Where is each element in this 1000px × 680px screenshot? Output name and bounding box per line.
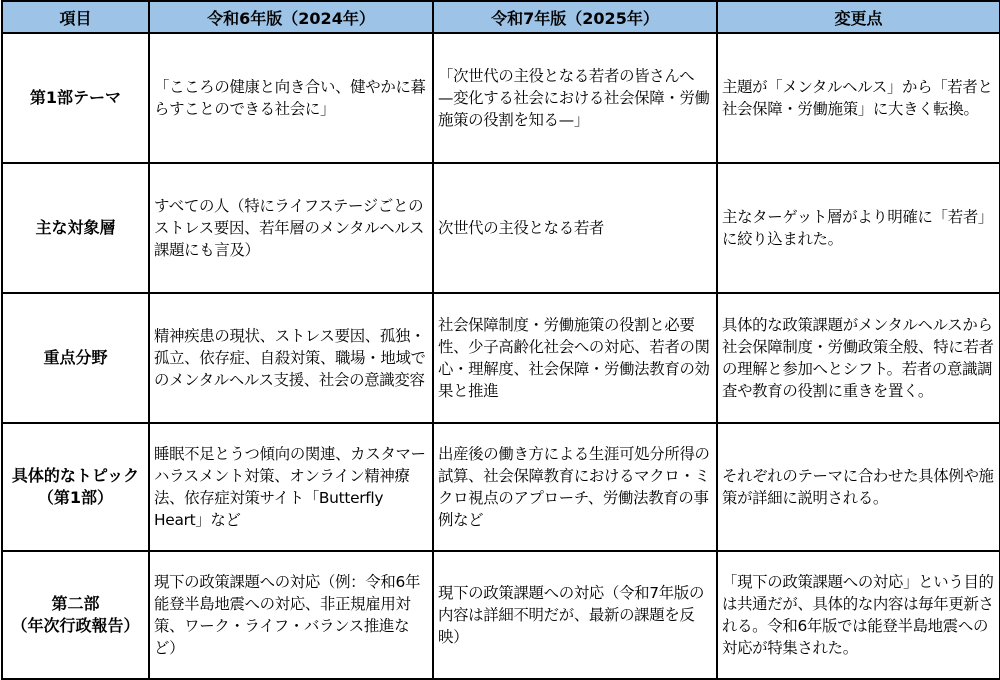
header-changes: 変更点 (717, 1, 1000, 33)
cell-2025: 社会保障制度・労働施策の役割と必要性、少子高齢化社会への対応、若者の関心・理解度、社会保障・労働法教育の効果と推進 (433, 293, 717, 423)
comparison-table (1, 0, 1000, 680)
cell-2025: 次世代の主役となる若者 (433, 163, 717, 293)
row-label: 重点分野 (2, 293, 149, 423)
header-item: 項目 (2, 1, 149, 33)
cell-2024: 現下の政策課題への対応（例：令和6年能登半島地震への対応、非正規雇用対策、ワーク・ライフ・バランス推進など） (149, 551, 433, 679)
table-row (2, 163, 1000, 293)
cell-2025: 現下の政策課題への対応（令和7年版の内容は詳細不明だが、最新の課題を反映） (433, 551, 717, 679)
header-2025: 令和7年版（2025年） (433, 1, 717, 33)
row-label: 主な対象層 (2, 163, 149, 293)
row-label: 具体的なトピック （第1部） (2, 423, 149, 551)
table-row (2, 423, 1000, 551)
table-row (2, 293, 1000, 423)
cell-2024: すべての人（特にライフステージごとのストレス要因、若年層のメンタルヘルス課題にも言及） (149, 163, 433, 293)
header-2024: 令和6年版（2024年） (149, 1, 433, 33)
cell-changes: それぞれのテーマに合わせた具体例や施策が詳細に説明される。 (717, 423, 1000, 551)
cell-changes: 具体的な政策課題がメンタルヘルスから社会保障制度・労働政策全般、特に若者の理解と参加へとシフト。若者の意識調査や教育の役割に重きを置く。 (717, 293, 1000, 423)
cell-2025: 「次世代の主役となる若者の皆さんへ —変化する社会における社会保障・労働施策の役割を知る—」 (433, 33, 717, 163)
cell-changes: 主題が「メンタルヘルス」から「若者と社会保障・労働施策」に大きく転換。 (717, 33, 1000, 163)
cell-2025: 出産後の働き方による生涯可処分所得の試算、社会保障教育におけるマクロ・ミクロ視点のアプローチ、労働法教育の事例など (433, 423, 717, 551)
table-row (2, 551, 1000, 679)
cell-2024: 「こころの健康と向き合い、健やかに暮らすことのできる社会に」 (149, 33, 433, 163)
header-row (2, 1, 1000, 33)
cell-2024: 精神疾患の現状、ストレス要因、孤独・孤立、依存症、自殺対策、職場・地域でのメンタルヘルス支援、社会の意識変容 (149, 293, 433, 423)
cell-changes: 主なターゲット層がより明確に「若者」に絞り込まれた。 (717, 163, 1000, 293)
cell-2024: 睡眠不足とうつ傾向の関連、カスタマーハラスメント対策、オンライン精神療法、依存症対策サイト「Butterfly Heart」など (149, 423, 433, 551)
row-label: 第二部 （年次行政報告） (2, 551, 149, 679)
cell-changes: 「現下の政策課題への対応」という目的は共通だが、具体的な内容は毎年更新される。令和6年版では能登半島地震への対応が特集された。 (717, 551, 1000, 679)
table-row (2, 33, 1000, 163)
row-label: 第1部テーマ (2, 33, 149, 163)
